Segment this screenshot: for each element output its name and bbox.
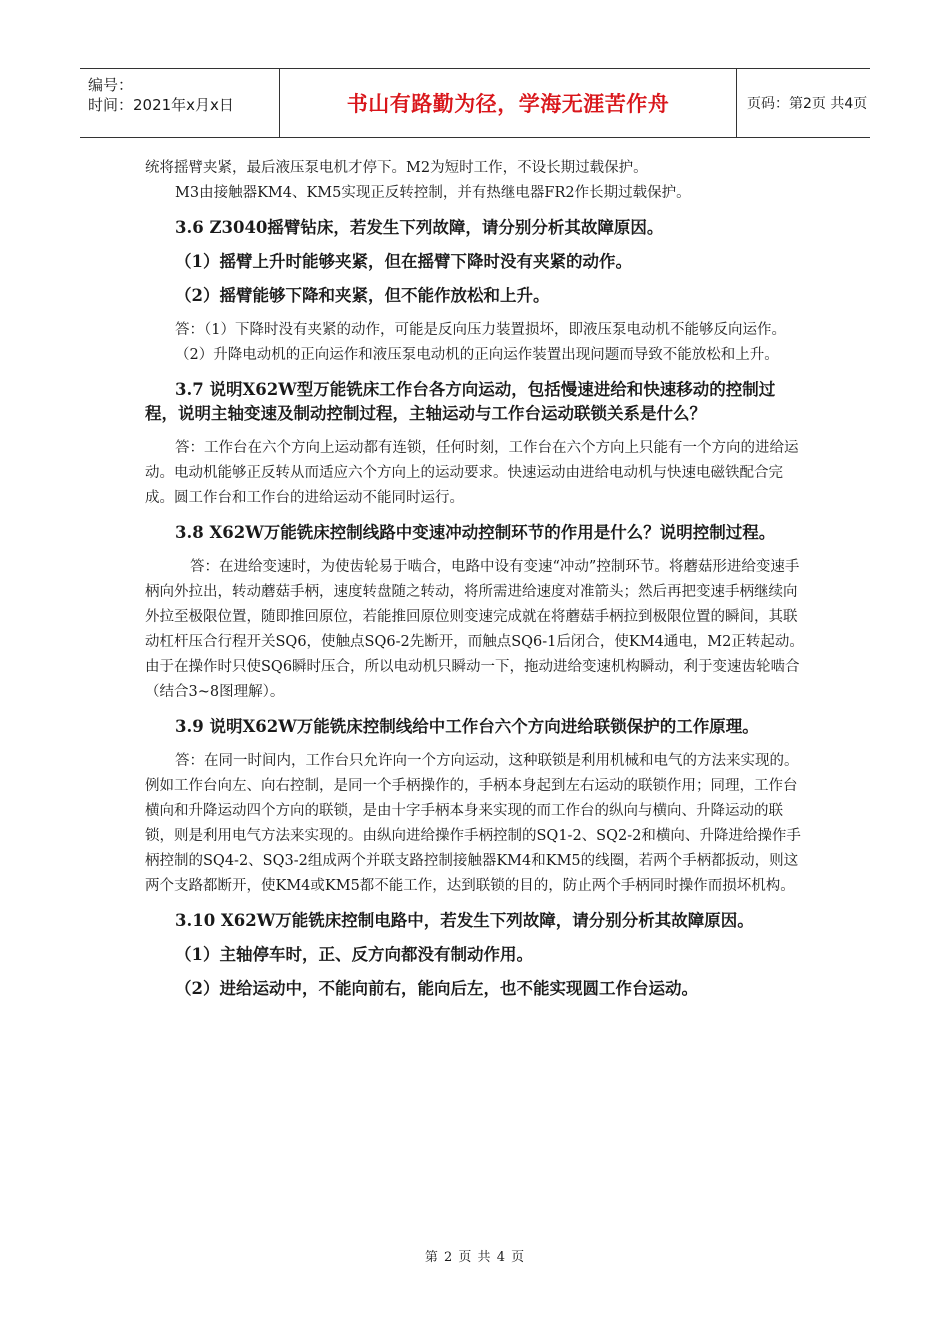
answer-3-8: 答：在进给变速时，为使齿轮易于啮合，电路中设有变速“冲动”控制环节。将蘑菇形进给变速手柄向外拉出，转动蘑菇手柄，速度转盘随之转动，将所需进给速度对准箭头；然后再把变速手柄继续向外拉至极限位置，随即推回原位，若能推回原位则变速完成就在将蘑菇手柄拉到极限位置的瞬间，其联动杠杆压合行程开关SQ6，使触点SQ6-2先断开，而触点SQ6-1后闭合，使KM4通电，M2正转起动。由于在操作时只使SQ6瞬时压合，所以电动机只瞬动一下，拖动进给变速机构瞬动，利于变速齿轮啮合（结合3~8图理解）。 (145, 559, 804, 700)
question-3-6-item-1: （1）摇臂上升时能够夹紧，但在摇臂下降时没有夹紧的动作。 (175, 252, 632, 271)
paragraph-m3: M3由接触器KM4、KM5实现正反转控制，并有热继电器FR2作长期过载保护。 (175, 185, 691, 201)
document-body (145, 156, 805, 1001)
question-3-8: 3.8 X62W万能铣床控制线路中变速冲动控制环节的作用是什么？说明控制过程。 (175, 523, 776, 542)
question-3-6: 3.6 Z3040摇臂钻床，若发生下列故障，请分别分析其故障原因。 (175, 218, 664, 237)
question-3-9: 3.9 说明X62W万能铣床控制线给中工作台六个方向进给联锁保护的工作原理。 (175, 717, 759, 736)
page-footer: 第 2 页 共 4 页 (424, 1250, 526, 1265)
document-number-label: 编号： (88, 76, 134, 94)
answer-3-6-item-1: 答：（1）下降时没有夹紧的动作，可能是反向压力装置损坏，即液压泵电动机不能够反向运作。 (175, 322, 786, 338)
paragraph-m2: 统将摇臂夹紧，最后液压泵电机才停下。M2为短时工作，不设长期过载保护。 (145, 160, 648, 176)
answer-3-6-item-2: （2）升降电动机的正向运作和液压泵电动机的正向运作装置出现问题而导致不能放松和上升。 (175, 347, 779, 363)
answer-3-9: 答：在同一时间内，工作台只允许向一个方向运动，这种联锁是利用机械和电气的方法来实现的。例如工作台向左、向右控制，是同一个手柄操作的，手柄本身起到左右运动的联锁作用；同理，工作台横向和升降运动四个方向的联锁，是由十字手柄本身来实现的而工作台的纵向与横向、升降运动的联锁，则是利用电气方法来实现的。由纵向进给操作手柄控制的SQ1-2、SQ2-2和横向、升降进给操作手柄控制的SQ4-2、SQ3-2组成两个并联支路控制接触器KM4和KM5的线圈，若两个手柄都扳动，则这两个支路都断开，使KM4或KM5都不能工作，达到联锁的目的，防止两个手柄同时操作而损坏机构。 (145, 753, 801, 894)
header-motto: 书山有路勤为径，学海无涯苦作舟 (280, 69, 737, 137)
header-meta (80, 69, 280, 137)
question-3-10-item-1: （1）主轴停车时，正、反方向都没有制动作用。 (175, 945, 533, 964)
document-date-label: 时间：2021年x月x日 (88, 96, 234, 114)
answer-3-7: 答：工作台在六个方向上运动都有连锁，任何时刻，工作台在六个方向上只能有一个方向的进给运动。电动机能够正反转从而适应六个方向上的运动要求。快速运动由进给电动机与快速电磁铁配合完成。圆工作台和工作台的进给运动不能同时运行。 (145, 440, 799, 506)
question-3-7: 3.7 说明X62W型万能铣床工作台各方向运动，包括慢速进给和快速移动的控制过程，说明主轴变速及制动控制过程，主轴运动与工作台运动联锁关系是什么？ (145, 380, 776, 423)
question-3-10: 3.10 X62W万能铣床控制电路中，若发生下列故障，请分别分析其故障原因。 (175, 911, 754, 930)
header-page-number: 页码：第2页 共4页 (747, 96, 868, 112)
question-3-6-item-2: （2）摇臂能够下降和夹紧，但不能作放松和上升。 (175, 286, 550, 305)
page-header (80, 68, 870, 138)
question-3-10-item-2: （2）进给运动中，不能向前右，能向后左，也不能实现圆工作台运动。 (175, 979, 698, 998)
